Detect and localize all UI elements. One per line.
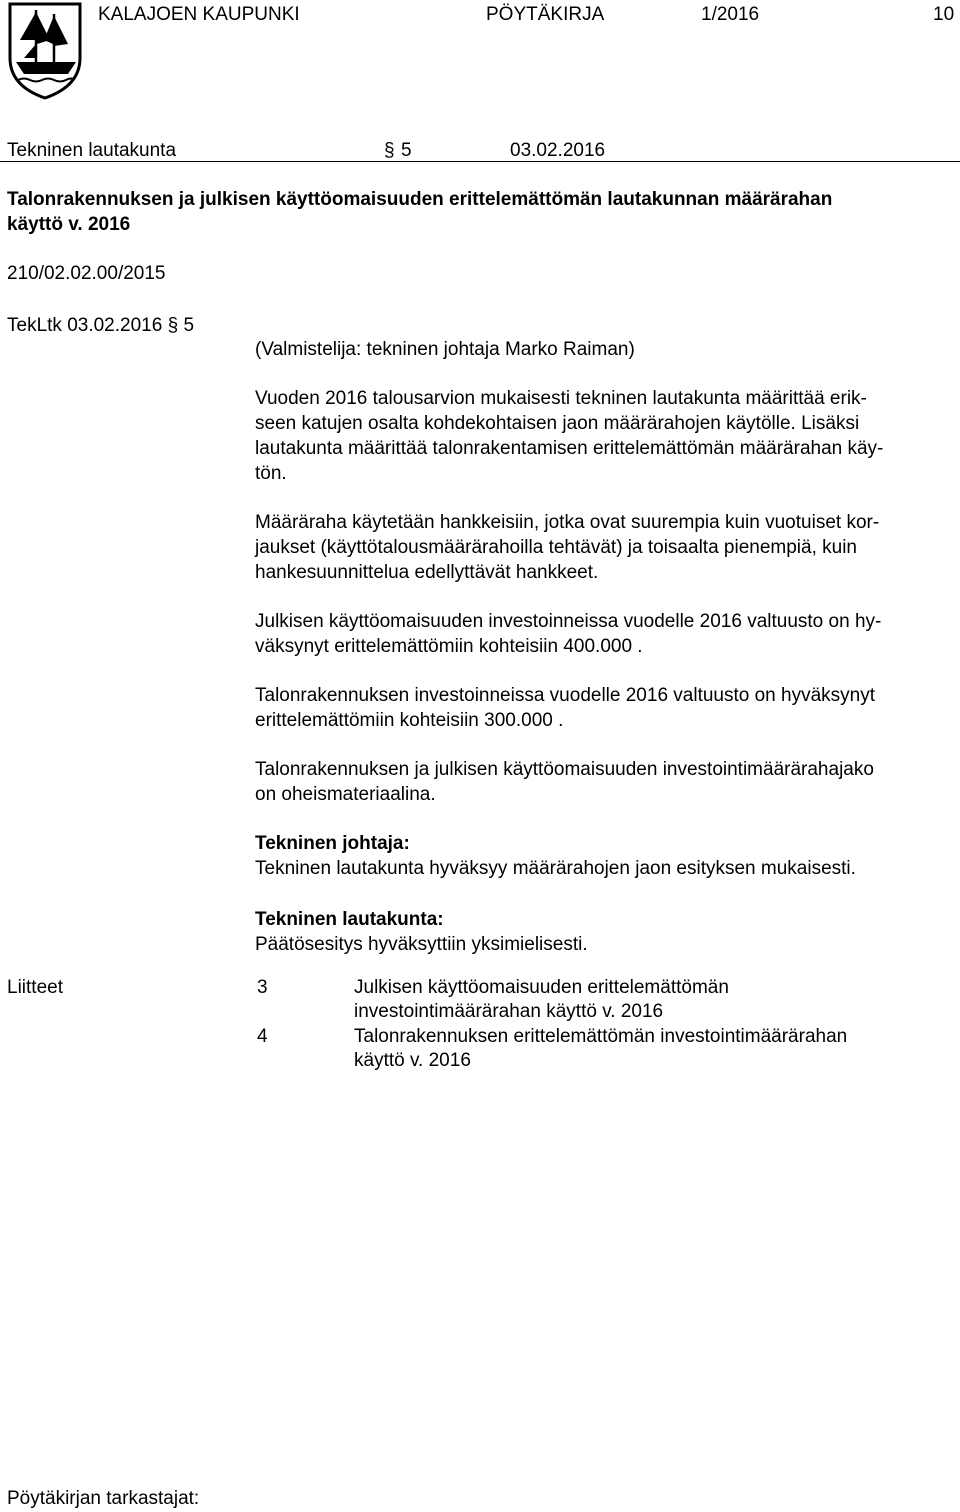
decision-heading: Tekninen lautakunta: bbox=[255, 909, 444, 930]
header-divider bbox=[0, 161, 960, 162]
body-column bbox=[255, 337, 955, 957]
header-doc-number: 1/2016 bbox=[701, 4, 760, 25]
paragraph-line: on oheismateriaalina. bbox=[255, 784, 436, 805]
paragraph-line: Vuoden 2016 talousarvion mukaisesti tekninen lautakunta määrittää erik- bbox=[255, 388, 867, 409]
agenda-title-line2: käyttö v. 2016 bbox=[7, 214, 131, 235]
paragraph-5 bbox=[255, 757, 955, 807]
section-symbol: § bbox=[384, 140, 395, 161]
paragraph-line: jaukset (käyttötalousmäärärahoilla tehtävät) ja toisaalta pienempiä, kuin bbox=[255, 537, 857, 558]
attachment-title-line[interactable]: Talonrakennuksen erittelemättömän investointimäärärahan bbox=[354, 1026, 848, 1047]
header-org: KALAJOEN KAUPUNKI bbox=[98, 4, 300, 25]
prep-section-number: 5 bbox=[183, 315, 195, 336]
paragraph-2 bbox=[255, 510, 955, 585]
prep-section-symbol: § bbox=[167, 315, 179, 336]
paragraph-line: tön. bbox=[255, 463, 287, 484]
proposal-heading: Tekninen johtaja: bbox=[255, 833, 410, 854]
decision-block bbox=[255, 907, 955, 957]
prep-reference-text: TekLtk 03.02.2016 bbox=[7, 315, 163, 336]
header-doc-type: PÖYTÄKIRJA bbox=[486, 4, 605, 25]
reviewers-label: Pöytäkirjan tarkastajat: bbox=[7, 1488, 200, 1509]
proposal-text: Tekninen lautakunta hyväksyy määrärahojen jaon esityksen mukaisesti. bbox=[255, 858, 856, 879]
paragraph-line: erittelemättömiin kohteisiin 300.000 . bbox=[255, 710, 564, 731]
attachments-label: Liitteet bbox=[7, 977, 63, 998]
kalajoki-coat-of-arms-logo bbox=[6, 0, 84, 100]
paragraph-line: Määräraha käytetään hankkeisiin, jotka ovat suurempia kuin vuotuiset kor- bbox=[255, 512, 880, 533]
paragraph-3 bbox=[255, 609, 955, 659]
paragraph-line: Talonrakennuksen ja julkisen käyttöomaisuuden investointimäärärahajako bbox=[255, 759, 874, 780]
reference-number: 210/02.02.00/2015 bbox=[7, 263, 166, 284]
agenda-title-line1: Talonrakennuksen ja julkisen käyttöomaisuuden erittelemättömän lautakunnan määrärahan bbox=[7, 189, 833, 210]
attachment-number: 3 bbox=[257, 977, 268, 998]
paragraph-line: Julkisen käyttöomaisuuden investoinneissa vuodelle 2016 valtuusto on hy- bbox=[255, 611, 882, 632]
attachment-title-line[interactable]: käyttö v. 2016 bbox=[354, 1050, 471, 1071]
paragraph-line: lautakunta määrittää talonrakentamisen erittelemättömän määrärahan käy- bbox=[255, 438, 884, 459]
header-page-number: 10 bbox=[933, 4, 955, 25]
attachment-number: 4 bbox=[257, 1026, 268, 1047]
prep-reference bbox=[7, 313, 194, 338]
paragraph-4 bbox=[255, 683, 955, 733]
paragraph-line: seen katujen osalta kohdekohtaisen jaon määrärahojen käytölle. Lisäksi bbox=[255, 413, 860, 434]
paragraph-line: hankesuunnittelua edellyttävät hankkeet. bbox=[255, 562, 599, 583]
preparer-note: (Valmistelija: tekninen johtaja Marko Raiman) bbox=[255, 339, 635, 360]
paragraph-line: Talonrakennuksen investoinneissa vuodelle 2016 valtuusto on hyväksynyt bbox=[255, 685, 876, 706]
proposal-block bbox=[255, 831, 955, 881]
attachment-title-line[interactable]: Julkisen käyttöomaisuuden erittelemättömän bbox=[354, 977, 729, 998]
section-number: 5 bbox=[401, 140, 412, 161]
meeting-body: Tekninen lautakunta bbox=[7, 140, 177, 161]
decision-text: Päätösesitys hyväksyttiin yksimielisesti. bbox=[255, 934, 588, 955]
paragraph-1 bbox=[255, 386, 955, 486]
attachment-title-line[interactable]: investointimäärärahan käyttö v. 2016 bbox=[354, 1001, 664, 1022]
paragraph-line: väksynyt erittelemättömiin kohteisiin 400.000 . bbox=[255, 636, 643, 657]
meeting-date: 03.02.2016 bbox=[510, 140, 606, 161]
